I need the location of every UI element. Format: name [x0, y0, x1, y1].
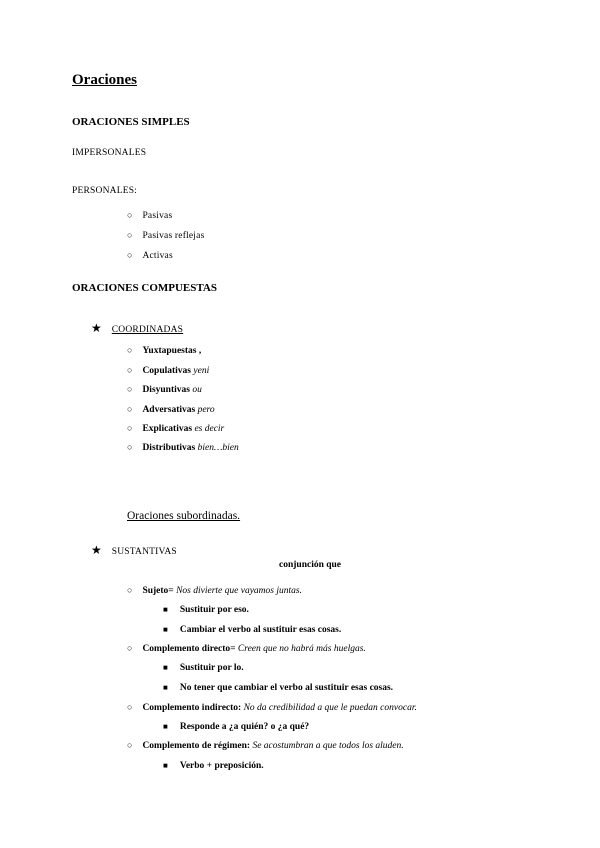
square-bullet-icon: ■	[163, 761, 168, 770]
circle-bullet-icon: ○	[127, 442, 133, 452]
list-item	[127, 418, 224, 436]
circle-bullet-icon: ○	[127, 423, 133, 433]
list-item-label: Activas	[142, 251, 173, 261]
page-title: Oraciones	[72, 72, 137, 88]
list-item	[127, 205, 172, 223]
list-item	[127, 638, 366, 656]
list-item	[127, 225, 204, 243]
sustantivas-label: SUSTANTIVAS	[111, 547, 177, 557]
list-item-example: ou	[192, 385, 202, 395]
list-item-label: Pasivas reflejas	[142, 231, 205, 241]
conjuncion-label: conjunción que	[279, 560, 342, 570]
list-item-label: Complemento directo=	[142, 644, 238, 654]
circle-bullet-icon: ○	[127, 585, 133, 595]
list-item-label: Disyuntivas	[142, 385, 193, 395]
list-item-label: Explicativas	[142, 424, 195, 434]
circle-bullet-icon: ○	[127, 702, 133, 712]
sub-list-item-label: Responde a ¿a quién? o ¿a qué?	[179, 722, 310, 732]
circle-bullet-icon: ○	[127, 384, 133, 394]
list-item	[127, 437, 239, 455]
list-item-label: Complemento de régimen:	[142, 741, 253, 751]
sustantivas-item	[91, 541, 177, 559]
circle-bullet-icon: ○	[127, 250, 133, 260]
list-item-label: Distributivas	[142, 443, 198, 453]
list-item-label: Complemento indirecto:	[142, 703, 244, 713]
list-item	[127, 379, 202, 397]
sub-list-item	[163, 716, 309, 734]
list-item-label: Copulativas	[142, 366, 194, 376]
list-item-example: Nos divierte que vayamos juntas.	[176, 586, 302, 596]
heading-oraciones-subordinadas: Oraciones subordinadas.	[127, 510, 241, 522]
sub-list-item-label: Cambiar el verbo al sustituir esas cosas.	[179, 625, 342, 635]
list-item-example: No da credibilidad a que le puedan convocar.	[243, 703, 417, 713]
sub-list-item-label: No tener que cambiar el verbo al sustituir esas cosas.	[179, 683, 394, 693]
coordinadas-item	[91, 319, 183, 337]
circle-bullet-icon: ○	[127, 365, 133, 375]
circle-bullet-icon: ○	[127, 740, 133, 750]
list-item	[127, 360, 209, 378]
sub-list-item-label: Sustituir por eso.	[179, 605, 249, 615]
list-item-label: Sujeto=	[142, 586, 177, 596]
list-item-example: Se acostumbran a que todos los aluden.	[252, 741, 404, 751]
square-bullet-icon: ■	[163, 605, 168, 614]
list-item-example: Creen que no habrá más huelgas.	[237, 644, 366, 654]
sub-list-item	[163, 619, 341, 637]
sub-list-item-label: Sustituir por lo.	[179, 663, 244, 673]
circle-bullet-icon: ○	[127, 345, 133, 355]
square-bullet-icon: ■	[163, 663, 168, 672]
list-item	[127, 735, 404, 753]
square-bullet-icon: ■	[163, 683, 168, 692]
square-bullet-icon: ■	[163, 625, 168, 634]
label-personales: PERSONALES:	[72, 186, 138, 196]
sub-list-item-label: Verbo + preposición.	[179, 761, 264, 771]
list-item-example: bien…bien	[197, 443, 239, 453]
circle-bullet-icon: ○	[127, 230, 133, 240]
list-item-label: Yuxtapuestas ,	[142, 346, 202, 356]
square-bullet-icon: ■	[163, 722, 168, 731]
sub-list-item	[163, 657, 244, 675]
circle-bullet-icon: ○	[127, 210, 133, 220]
list-item-label: Adversativas	[142, 405, 198, 415]
coordinadas-label: COORDINADAS	[111, 325, 184, 335]
list-item	[127, 697, 417, 715]
list-item	[127, 399, 215, 417]
label-impersonales: IMPERSONALES	[72, 148, 147, 158]
list-item-example: es decir	[194, 424, 225, 434]
circle-bullet-icon: ○	[127, 643, 133, 653]
sub-list-item	[163, 599, 249, 617]
list-item-label: Pasivas	[142, 211, 173, 221]
list-item	[127, 580, 302, 598]
sub-list-item	[163, 677, 393, 695]
circle-bullet-icon: ○	[127, 404, 133, 414]
heading-oraciones-compuestas: ORACIONES COMPUESTAS	[72, 282, 217, 294]
list-item	[127, 245, 173, 263]
list-item	[127, 340, 201, 358]
star-bullet-icon: ★	[91, 543, 102, 557]
sub-list-item	[163, 755, 264, 773]
list-item-example: yeni	[193, 366, 210, 376]
heading-oraciones-simples: ORACIONES SIMPLES	[72, 116, 190, 128]
star-bullet-icon: ★	[91, 321, 102, 335]
list-item-example: pero	[197, 405, 215, 415]
